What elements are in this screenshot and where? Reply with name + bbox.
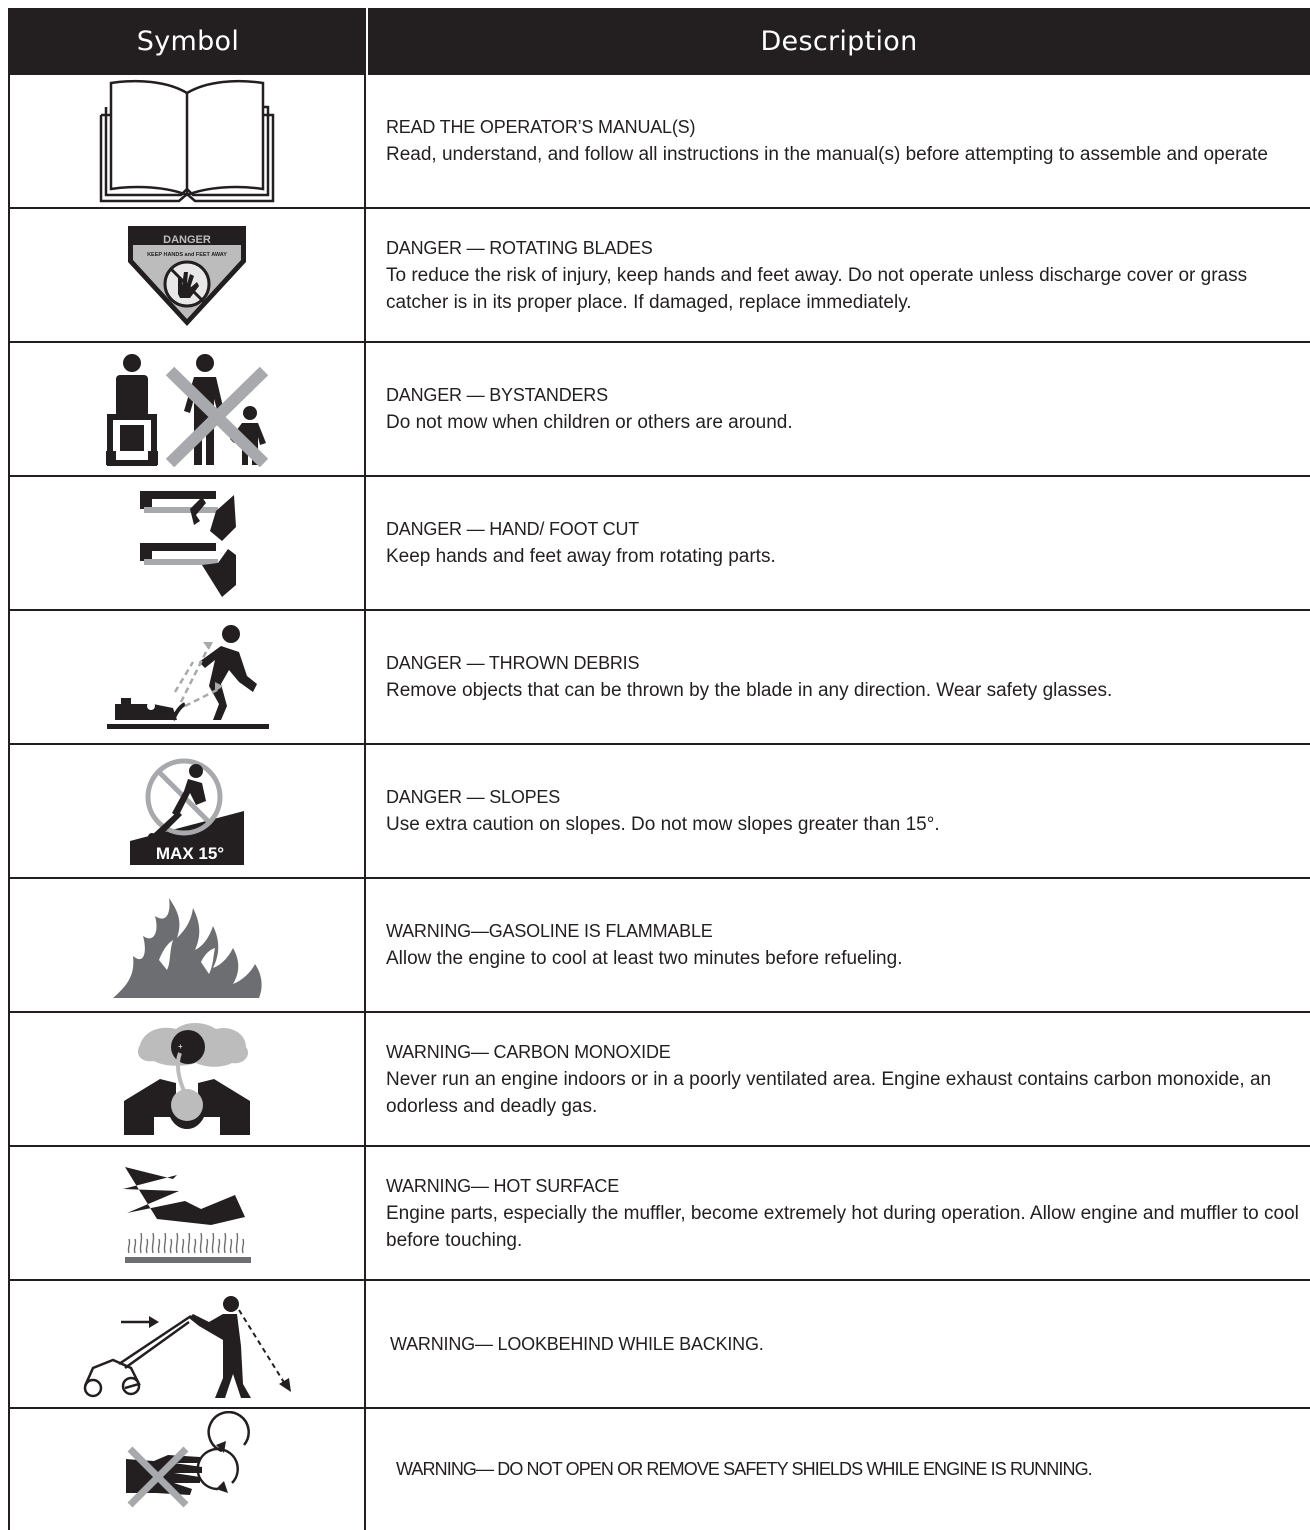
table-row [10,1147,1310,1281]
symbol-cell [10,1013,366,1145]
manual-book-icon [97,77,277,205]
row-text: Read, understand, and follow all instructions in the manual(s) before attempting to assemble and operate [386,144,1268,165]
slope-label: MAX 15° [155,844,225,863]
symbol-cell [10,477,366,609]
bystanders-icon [102,351,272,467]
slope-icon [122,755,252,867]
decal-heading: DANGER [163,234,211,246]
description-cell [386,209,1310,341]
safety-shield-icon [112,1411,262,1529]
description-cell [390,1281,1310,1407]
table-row [10,1013,1310,1147]
danger-decal-icon [122,220,252,330]
table-header [10,8,1310,75]
flame-icon [109,890,265,1000]
description-cell [386,611,1310,743]
table-row [10,75,1310,209]
symbol-cell [10,343,366,475]
row-text: Keep hands and feet away from rotating parts. [386,546,776,567]
safety-symbols-table [8,8,1310,1530]
description-cell [386,1147,1310,1279]
row-title: WARNING—GASOLINE IS FLAMMABLE [386,921,713,941]
carbon-monoxide-icon [120,1021,254,1137]
symbol-cell [10,745,366,877]
row-text: Engine parts, especially the muffler, become extremely hot during operation. Allow engine and muffler to cool before touching. [386,1202,1299,1251]
description-cell [386,343,1310,475]
symbol-cell [10,209,366,341]
row-text: Remove objects that can be thrown by the blade in any direction. Wear safety glasses. [386,680,1113,701]
description-cell [386,1013,1310,1145]
row-title: DANGER — HAND/ FOOT CUT [386,519,640,539]
svg-text:+: + [178,1042,183,1051]
decal-subheading: KEEP HANDS and FEET AWAY [147,252,227,258]
look-behind-icon [79,1288,295,1400]
symbol-cell [10,1281,366,1407]
row-title: WARNING— LOOKBEHIND WHILE BACKING. [390,1333,764,1354]
symbol-column-header: Symbol [136,26,240,57]
row-title: DANGER — BYSTANDERS [386,385,608,405]
row-title: DANGER — ROTATING BLADES [386,237,653,258]
symbol-cell [10,1409,366,1530]
row-title: WARNING— DO NOT OPEN OR REMOVE SAFETY SHIELDS WHILE ENGINE IS RUNNING. [396,1459,1092,1479]
symbol-cell [10,1147,366,1279]
row-title: READ THE OPERATOR’S MANUAL(S) [386,117,696,137]
table-row [10,209,1310,343]
hot-surface-icon [117,1161,257,1265]
description-cell [386,879,1310,1011]
row-text: Do not mow when children or others are around. [386,412,793,433]
description-column-header: Description [760,26,918,57]
row-text: Allow the engine to cool at least two minutes before refueling. [386,948,903,969]
row-title: DANGER — THROWN DEBRIS [386,653,640,673]
description-cell [386,745,1310,877]
description-cell [386,477,1310,609]
table-row [10,745,1310,879]
description-cell [396,1409,1310,1530]
table-row [10,477,1310,611]
description-cell [386,75,1310,207]
row-title: WARNING— HOT SURFACE [386,1175,620,1196]
row-title: DANGER — SLOPES [386,787,561,807]
hand-foot-cut-icon [132,485,242,601]
row-text: To reduce the risk of injury, keep hands and feet away. Do not operate unless discharge cover or grass catcher is in its proper place. If damaged, replace immediately. [386,264,1248,313]
symbol-cell [10,611,366,743]
table-row [10,611,1310,745]
symbol-cell [10,879,366,1011]
symbol-cell [10,75,366,207]
table-row [10,1409,1310,1530]
thrown-debris-icon [103,622,271,732]
table-row [10,879,1310,1013]
row-text: Never run an engine indoors or in a poorly ventilated area. Engine exhaust contains carbon monoxide, an odorless and deadly gas. [386,1068,1272,1117]
row-title: WARNING— CARBON MONOXIDE [386,1041,671,1062]
row-text: Use extra caution on slopes. Do not mow slopes greater than 15°. [386,814,940,835]
table-row [10,343,1310,477]
table-row [10,1281,1310,1409]
